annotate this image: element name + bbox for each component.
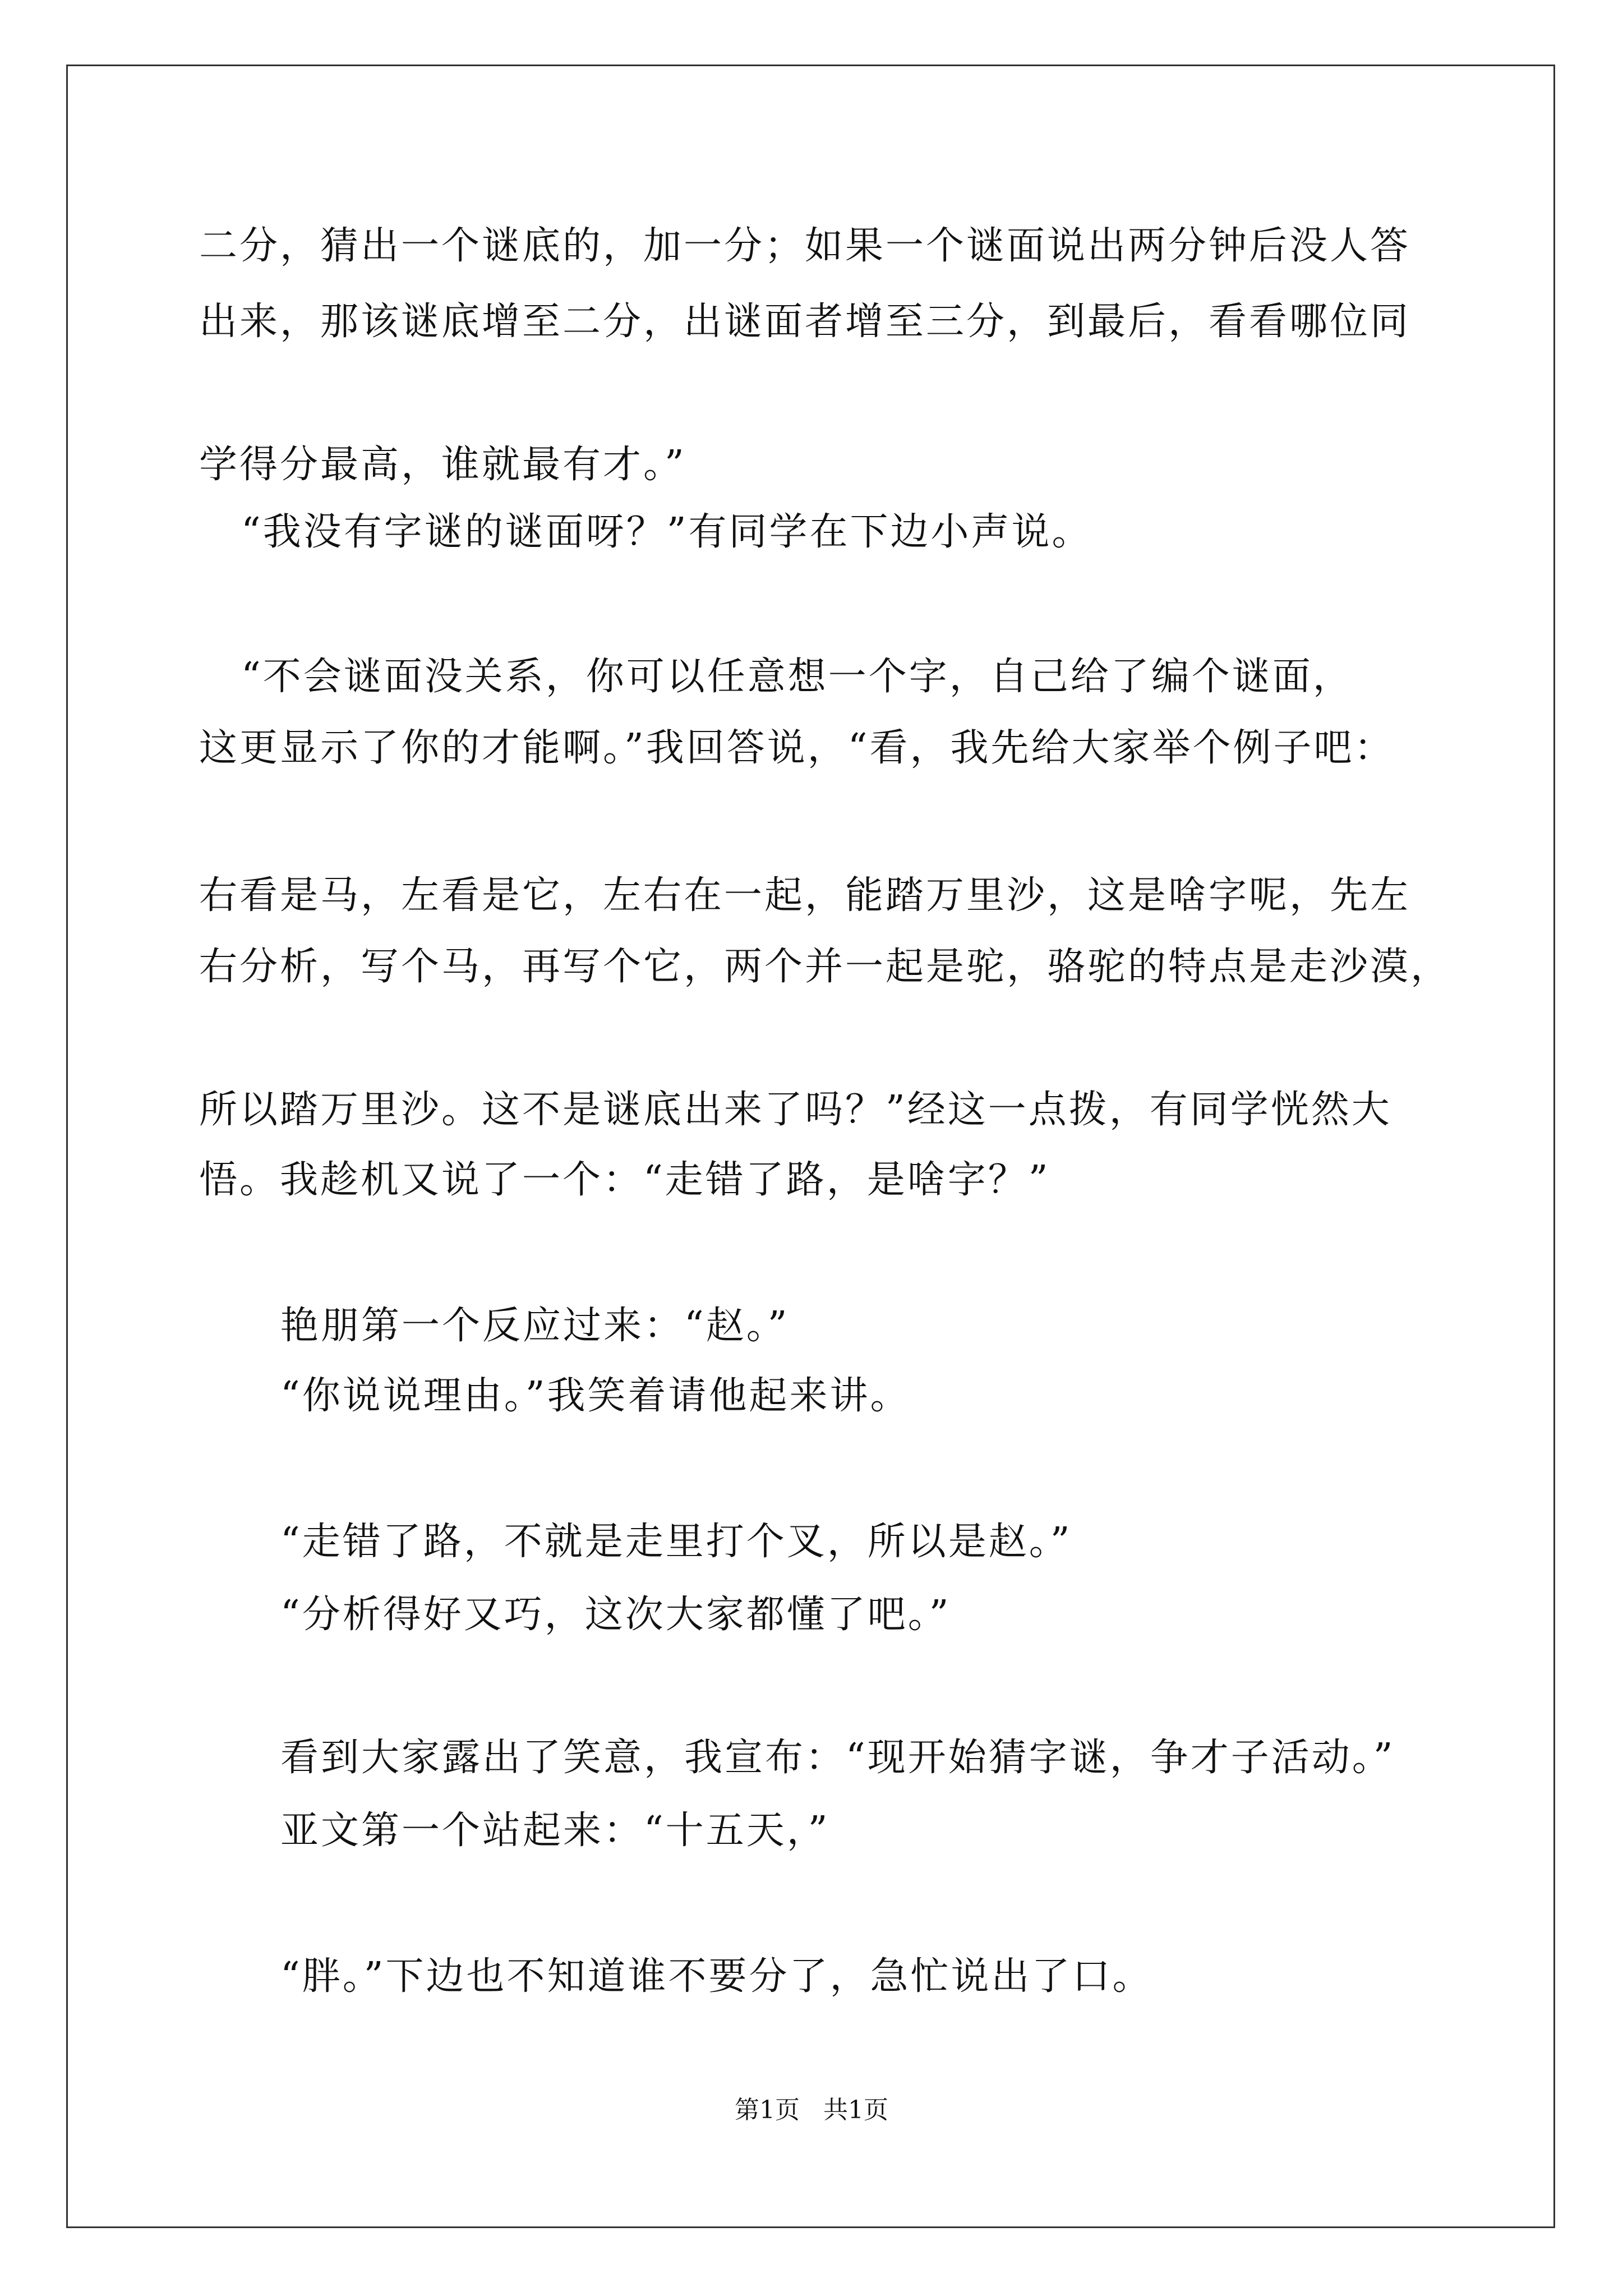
text-line: “走错了路，不就是走里打个叉，所以是赵。” xyxy=(280,1520,1072,1564)
text-line: 右分析，写个马，再写个它，两个并一起是驼，骆驼的特点是走沙漠， xyxy=(199,945,1451,989)
page-border xyxy=(66,65,1555,2228)
text-line: 二分，猜出一个谜底的，加一分；如果一个谜面说出两分钟后没人答 xyxy=(199,224,1411,268)
text-line: 悟。我趁机又说了一个：“走错了路，是啥字？” xyxy=(199,1158,1050,1202)
text-line: 学得分最高，谁就最有才。” xyxy=(199,443,686,487)
text-line: 右看是马，左看是它，左右在一起，能踏万里沙，这是啥字呢，先左 xyxy=(199,873,1411,918)
text-line: “胖。”下边也不知道谁不要分了，急忙说出了口。 xyxy=(280,1954,1153,1999)
text-line: “我没有字谜的谜面呀？”有同学在下边小声说。 xyxy=(241,510,1092,554)
text-line: 看到大家露出了笑意，我宣布：“现开始猜字谜，争才子活动。” xyxy=(280,1736,1395,1780)
text-line: “你说说理由。”我笑着请他起来讲。 xyxy=(280,1374,911,1418)
text-line: 出来，那该谜底增至二分，出谜面者增至三分，到最后，看看哪位同 xyxy=(199,300,1411,344)
text-line: “分析得好又巧，这次大家都懂了吧。” xyxy=(280,1593,951,1637)
text-line: 艳朋第一个反应过来：“赵。” xyxy=(280,1304,790,1348)
text-line: 这更显示了你的才能啊。”我回答说，“看，我先给大家举个例子吧： xyxy=(199,726,1395,770)
text-line: 亚文第一个站起来：“十五天，” xyxy=(280,1809,830,1853)
text-line: 所以踏万里沙。这不是谜底出来了吗？”经这一点拨，有同学恍然大 xyxy=(199,1088,1392,1132)
text-line: “不会谜面没关系，你可以任意想一个字，自己给了编个谜面， xyxy=(241,655,1353,699)
page-number-footer: 第1页 共1页 xyxy=(735,2096,888,2124)
